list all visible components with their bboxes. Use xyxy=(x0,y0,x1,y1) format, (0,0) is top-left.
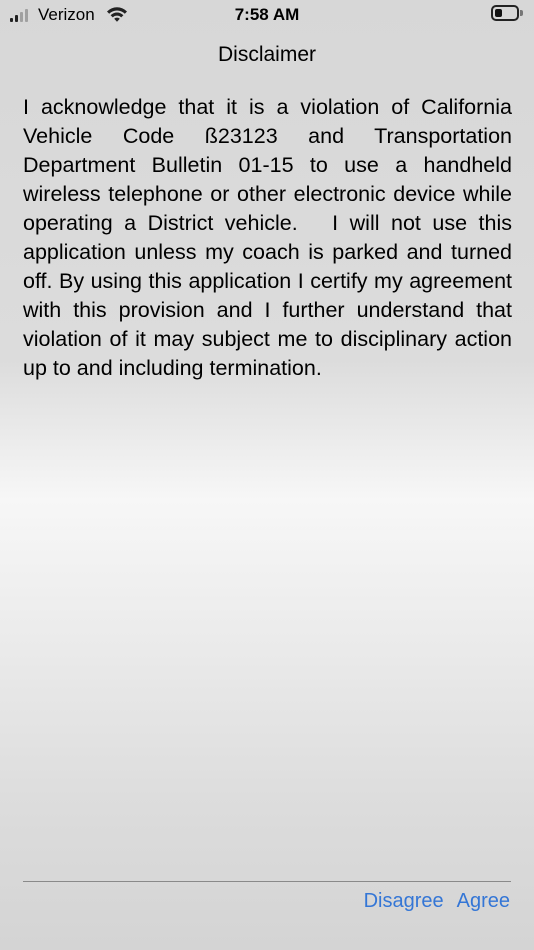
action-bar xyxy=(364,887,510,915)
status-bar xyxy=(0,0,534,32)
agree-button[interactable]: Agree xyxy=(456,890,510,912)
disclaimer-text: I acknowledge that it is a violation of California Vehicle Code ß23123 and Transportation Department Bulletin 01-15 to use a handheld wireless telephone or other electronic device while operating a District vehicle. I will not use this application unless my coach is parked and turned off. By using this application I certify my agreement with this provision and I further understand that violation of it may subject me to disciplinary action up to and including termination. xyxy=(23,95,518,380)
divider xyxy=(23,881,511,882)
battery-tip xyxy=(520,10,523,16)
clock: 7:58 AM xyxy=(234,5,300,24)
battery-icon xyxy=(491,5,519,21)
page-title: Disclaimer xyxy=(217,43,316,66)
disagree-button[interactable]: Disagree xyxy=(363,890,444,912)
carrier-name: Verizon xyxy=(38,5,95,24)
